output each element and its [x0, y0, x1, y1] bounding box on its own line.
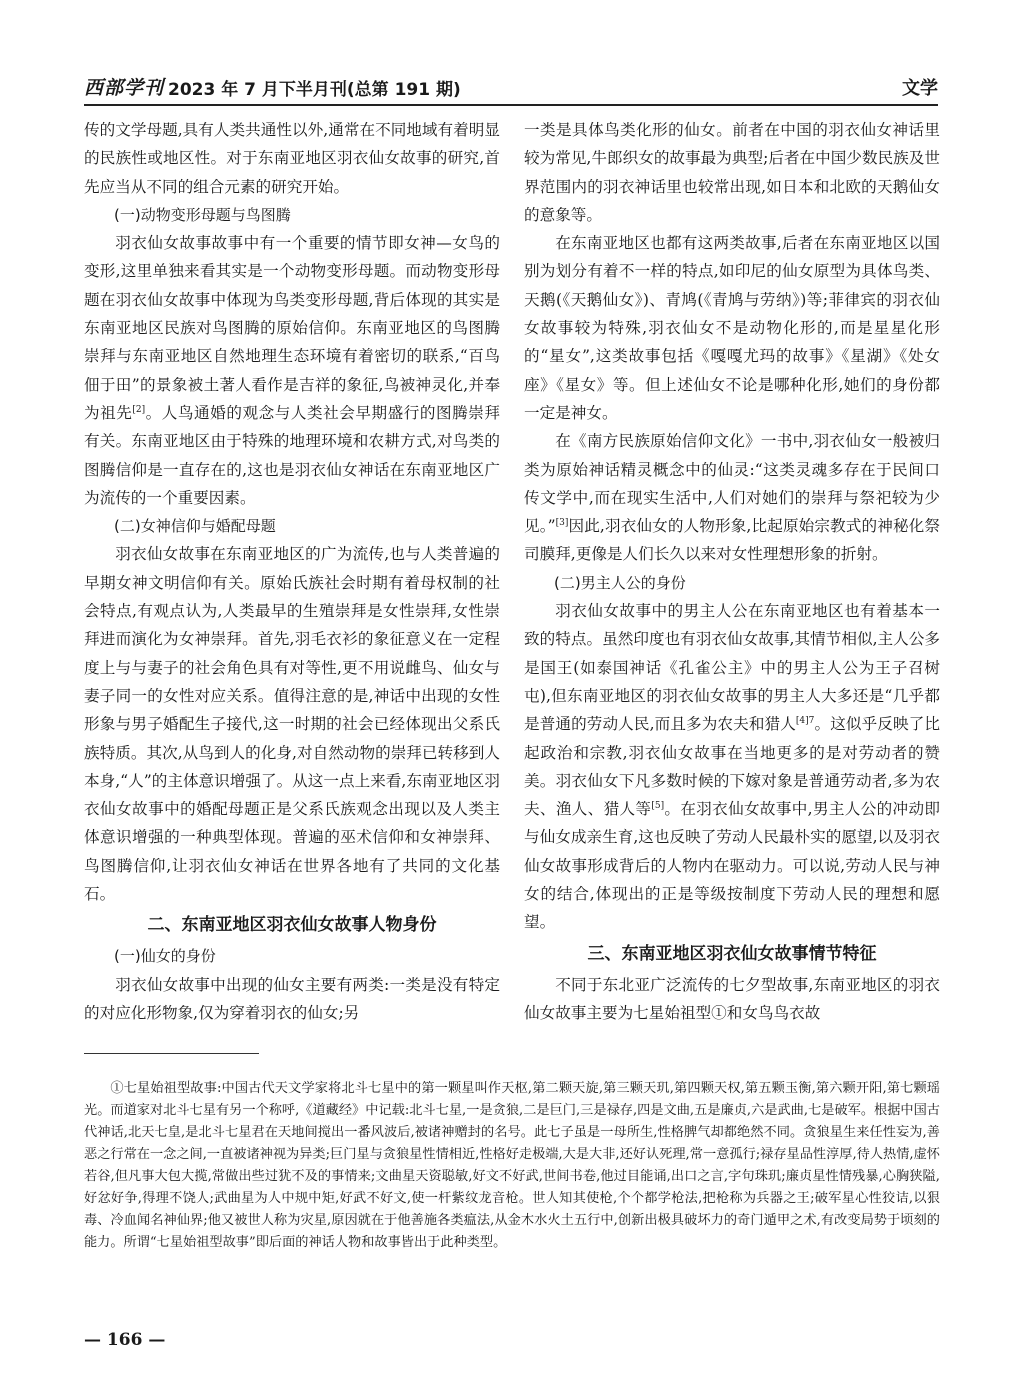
- journal-logo: 西部学刊: [84, 77, 165, 99]
- left-column: [84, 116, 500, 1027]
- subsection-heading: (二)男主人公的身份: [554, 573, 686, 592]
- body-columns: [84, 116, 940, 1027]
- paragraph: 一类是具体鸟类化形的仙女。前者在中国的羽衣仙女神话里较为常见,牛郎织女的故事最为典型;后者在中国少数民族及世界范围内的羽衣神话里也较常出现,如日本和北欧的天鹅仙女的意象等。: [524, 121, 940, 224]
- footnote-divider: [84, 1053, 259, 1054]
- right-column: [524, 116, 940, 1027]
- paragraph: [524, 427, 940, 568]
- paragraph-text: 。这似乎反映了比起政治和宗教,羽衣仙女故事在当地更多的是对劳动者的赞美。羽衣仙女下凡多数时候的下嫁对象是普通劳动者,多为农夫、渔人、猎人等: [524, 715, 940, 819]
- section-heading: 三、东南亚地区羽衣仙女故事情节特征: [587, 943, 877, 964]
- citation-ref: [4]7: [795, 716, 815, 727]
- paragraph: 羽衣仙女故事在东南亚地区的广为流传,也与人类普遍的早期女神文明信仰有关。原始氏族社会时期有着母权制的社会特点,有观点认为,人类最早的生殖崇拜是女性崇拜,女性崇拜进而演化为女神崇拜。首先,羽毛衣衫的象征意义在一定程度上与与妻子的社会角色具有对等性,更不用说雌鸟、仙女与妻子同一的女性对应关系。值得注意的是,神话中出现的女性形象与男子婚配生子接代,这一时期的社会已经体现出父系氏族特质。其次,从鸟到人的化身,对自然动物的崇拜已转移到人本身,“人”的主体意识增强了。从这一点上来看,东南亚地区羽衣仙女故事中的婚配母题正是父系氏族观念出现以及人类主体意识增强的一种典型体现。普遍的巫术信仰和女神崇拜、鸟图腾信仰,让羽衣仙女神话在世界各地有了共同的文化基石。: [84, 545, 500, 904]
- paragraph: 传的文学母题,具有人类共通性以外,通常在不同地域有着明显的民族性或地区性。对于东南亚地区羽衣仙女故事的研究,首先应当从不同的组合元素的研究开始。: [84, 121, 500, 196]
- header-left: [84, 73, 461, 100]
- footnote: ①七星始祖型故事:中国古代天文学家将北斗七星中的第一颗星叫作天枢,第二颗天旋,第三颗天玑,第四颗天权,第五颗玉衡,第六颗开阳,第七颗瑶光。而道家对北斗七星有另一个称呼,《道藏经》中记载:北斗七星,一是贪狼,二是巨门,三是禄存,四是文曲,五是廉贞,六是武曲,七是破军。根据中国古代神话,北天七皇,是北斗七星君在天地间搅出一番风波后,被诸神赠封的名号。此七子虽是一母所生,性格脾气却都绝然不同。贪狼星生来任性妄为,善恶之行常在一念之间,一直被诸神视为异类;巨门星与贪狼星性情相近,性格好走极端,大是大非,还好认死理,常一意孤行;禄存星品性淳厚,待人热情,虚怀若谷,但凡事大包大揽,常做出些过犹不及的事情来;文曲星天资聪敏,好文不好武,世间书卷,他过目能诵,出口之言,字句珠玑;廉贞星性情残暴,心胸狭隘,好忿好争,得理不饶人;武曲星为人中规中矩,好武不好文,使一杆紫纹龙音枪。世人知其使枪,个个都学枪法,把枪称为兵器之王;破军星心性狡诘,以狠毒、冷血闻名神仙界;他又被世人称为灾星,原因就在于他善施各类瘟法,从金木水火土五行中,创新出极具破坏力的奇门遁甲之术,有改变局势于顷刻的能力。所谓“七星始祖型故事”即后面的神话人物和故事皆出于此种类型。: [84, 1081, 940, 1250]
- paragraph-text: 。人鸟通婚的观念与人类社会早期盛行的图腾崇拜有关。东南亚地区由于特殊的地理环境和农耕方式,对鸟类的图腾信仰是一直存在的,这也是羽衣仙女神话在东南亚地区广为流传的一个重要因素。: [84, 403, 500, 507]
- citation-ref: [5]: [651, 800, 665, 811]
- paragraph: 羽衣仙女故事中出现的仙女主要有两类:一类是没有特定的对应化形物象,仅为穿着羽衣的仙女;另: [84, 975, 500, 1022]
- paragraph: [84, 229, 500, 512]
- subsection-heading: (二)女神信仰与婚配母题: [114, 517, 276, 536]
- subsection-heading: (一)仙女的身份: [114, 947, 216, 966]
- paragraph-text: 。在羽衣仙女故事中,男主人公的冲动即与仙女成亲生育,这也反映了劳动人民最朴实的愿望,以及羽衣仙女故事形成背后的人物内在驱动力。可以说,劳动人民与神女的结合,体现出的正是等级按制度下劳动人民的理想和愿望。: [524, 800, 940, 932]
- section-name: 文学: [902, 78, 938, 99]
- page-number: — 166 —: [84, 1330, 166, 1350]
- paragraph-text: 羽衣仙女故事中的男主人公在东南亚地区也有着基本一致的特点。虽然印度也有羽衣仙女故事,其情节相似,主人公多是国王(如泰国神话《孔雀公主》中的男主人公为王子召树屯),但东南亚地区的羽衣仙女故事的男主人大多还是“几乎都是普通的劳动人民,而且多为农夫和猎人: [524, 602, 940, 734]
- paragraph-text: 在《南方民族原始信仰文化》一书中,羽衣仙女一般被归类为原始神话精灵概念中的仙灵:“这类灵魂多存在于民间口传文学中,而在现实生活中,人们对她们的崇拜与祭祀较为少见。”: [524, 432, 940, 536]
- section-heading: 二、东南亚地区羽衣仙女故事人物身份: [147, 915, 437, 936]
- issue-info: 2023 年 7 月下半月刊(总第 191 期): [168, 80, 461, 100]
- paragraph: 不同于东北亚广泛流传的七夕型故事,东南亚地区的羽衣仙女故事主要为七星始祖型①和女鸟鸟衣故: [524, 975, 940, 1022]
- paragraph-text: 因此,羽衣仙女的人物形象,比起原始宗教式的神秘化祭司膜拜,更像是人们长久以来对女性理想形象的折射。: [524, 517, 940, 564]
- citation-ref: [2]: [132, 404, 146, 415]
- citation-ref: [3]: [555, 517, 569, 528]
- paragraph: 在东南亚地区也都有这两类故事,后者在东南亚地区以国别为划分有着不一样的特点,如印尼的仙女原型为具体鸟类、天鹅(《天鹅仙女》)、青鸠(《青鸠与劳纳》)等;菲律宾的羽衣仙女故事较为特殊,羽衣仙女不是动物化形的,而是星星化形的“星女”,这类故事包括《嘎嘎尤玛的故事》《星湖》《处女座》《星女》等。但上述仙女不论是哪种化形,她们的身份都一定是神女。: [524, 234, 940, 422]
- subsection-heading: (一)动物变形母题与鸟图腾: [114, 205, 291, 224]
- paragraph: [524, 597, 940, 937]
- running-header: [84, 72, 938, 106]
- paragraph-text: 羽衣仙女故事故事中有一个重要的情节即女神—女鸟的变形,这里单独来看其实是一个动物变形母题。而动物变形母题在羽衣仙女故事中体现为鸟类变形母题,背后体现的其实是东南亚地区民族对鸟图腾的原始信仰。东南亚地区的鸟图腾崇拜与东南亚地区自然地理生态环境有着密切的联系,“百鸟佃于田”的景象被土著人看作是吉祥的象征,鸟被神灵化,并奉为祖先: [84, 234, 500, 422]
